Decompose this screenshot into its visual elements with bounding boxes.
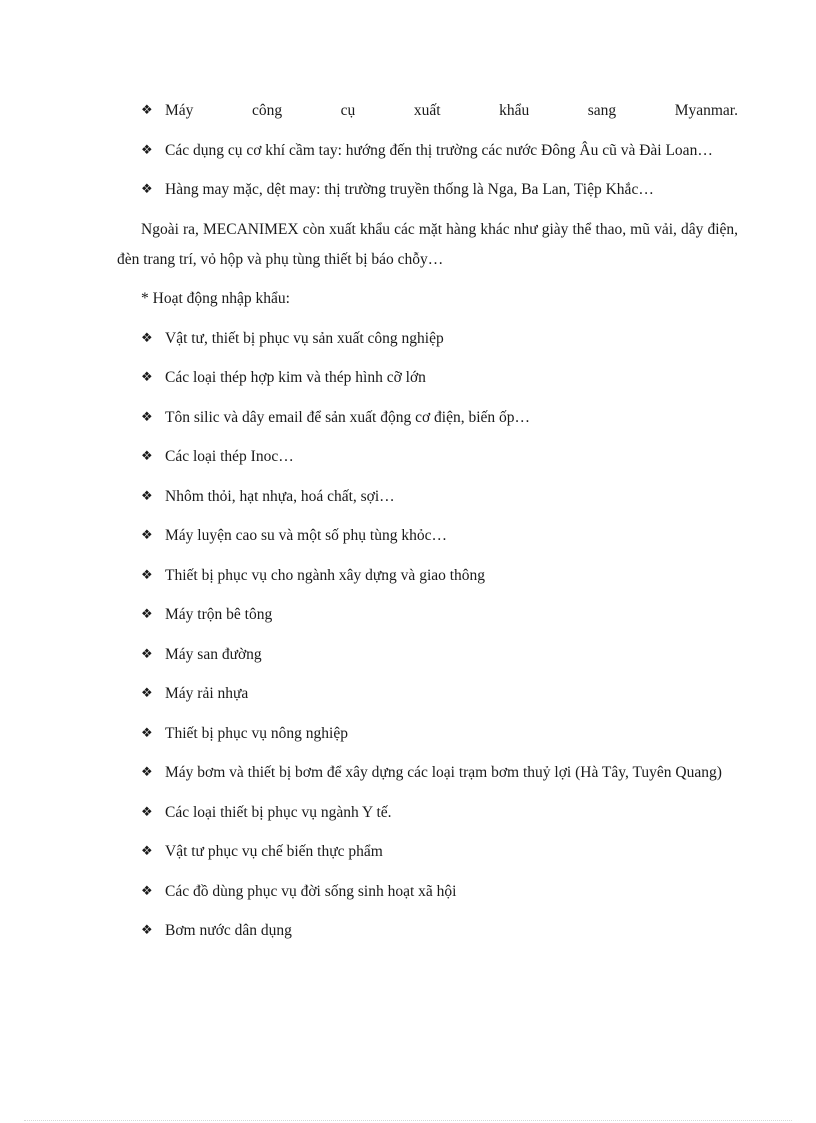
bullet-item [117,442,738,472]
four-diamond-bullet-icon: ❖ [141,567,153,583]
four-diamond-bullet-icon: ❖ [141,607,153,622]
document-body [117,96,738,956]
bullet-text: Các loại thép hợp kim và thép hình cỡ lớn [165,369,426,386]
bullet-item [117,482,738,512]
bullet-text: Các loại thiết bị phục vụ ngành Y tế. [165,803,392,821]
four-diamond-bullet-icon: ❖ [141,330,153,346]
bullet-text: Thiết bị phục vụ cho ngành xây dựng và giao thông [165,566,486,584]
four-diamond-bullet-icon: ❖ [141,528,153,543]
four-diamond-bullet-icon: ❖ [141,725,153,741]
four-diamond-bullet-icon: ❖ [141,923,153,938]
bullet-text: Máy trộn bê tông [165,606,273,623]
four-diamond-bullet-icon: ❖ [141,488,153,504]
bullet-item [117,837,738,867]
bullet-text: Máy rải nhựa [165,685,249,702]
bullet-item [117,798,738,828]
paragraph: Ngoài ra, MECANIMEX còn xuất khẩu các mặt hàng khác như giày thể thao, mũ vải, dây điện, đèn trang trí, vỏ hộp và phụ tùng thiết bị báo chỗy… [117,220,738,268]
bullet-text: Máy công cụ xuất khẩu sang Myanmar. [165,102,738,119]
bullet-item [117,719,738,749]
four-diamond-bullet-icon: ❖ [141,844,153,859]
bullet-text: Máy bơm và thiết bị bơm để xây dựng các loại trạm bơm thuỷ lợi (Hà Tây, Tuyên Quang) [165,764,722,781]
four-diamond-bullet-icon: ❖ [141,142,153,158]
bullet-text: Vật tư, thiết bị phục vụ sản xuất công nghiệp [165,329,444,347]
four-diamond-bullet-icon: ❖ [141,103,153,118]
four-diamond-bullet-icon: ❖ [141,182,153,197]
bullet-text: Các dụng cụ cơ khí cầm tay: hướng đến thị trường các nước Đông Âu cũ và Đài Loan… [165,141,713,159]
bullet-text: Máy san đường [165,645,262,663]
bullet-item [117,521,738,551]
bullet-item [117,758,738,788]
bullet-item [117,640,738,670]
four-diamond-bullet-icon: ❖ [141,449,153,464]
bullet-item [117,877,738,907]
four-diamond-bullet-icon: ❖ [141,409,153,425]
four-diamond-bullet-icon: ❖ [141,646,153,662]
bullet-text: Vật tư phục vụ chế biến thực phẩm [165,843,383,860]
bullet-item [117,561,738,591]
bullet-item [117,96,738,126]
paragraph: * Hoạt động nhập khẩu: [141,290,290,307]
bullet-item [117,175,738,205]
four-diamond-bullet-icon: ❖ [141,765,153,780]
bullet-item [117,136,738,166]
four-diamond-bullet-icon: ❖ [141,686,153,701]
four-diamond-bullet-icon: ❖ [141,883,153,899]
bullet-text: Tôn silic và dây email để sản xuất động cơ điện, biến ốp… [165,408,531,426]
bullet-item [117,679,738,709]
bullet-text: Các đồ dùng phục vụ đời sống sinh hoạt xã hội [165,882,457,900]
bullet-item [117,324,738,354]
page-bottom-divider [24,1120,792,1121]
bullet-text: Nhôm thỏi, hạt nhựa, hoá chất, sợi… [165,487,395,505]
bullet-text: Hàng may mặc, dệt may: thị trường truyền thống là Nga, Ba Lan, Tiệp Khắc… [165,181,654,198]
bullet-text: Máy luyện cao su và một số phụ tùng khỏc… [165,527,447,544]
bullet-item [117,363,738,393]
four-diamond-bullet-icon: ❖ [141,804,153,820]
bullet-item [117,403,738,433]
bullet-text: Các loại thép Inoc… [165,448,294,465]
bullet-item [117,916,738,946]
bullet-text: Thiết bị phục vụ nông nghiệp [165,724,348,742]
four-diamond-bullet-icon: ❖ [141,370,153,385]
bullet-text: Bơm nước dân dụng [165,922,292,939]
bullet-item [117,600,738,630]
